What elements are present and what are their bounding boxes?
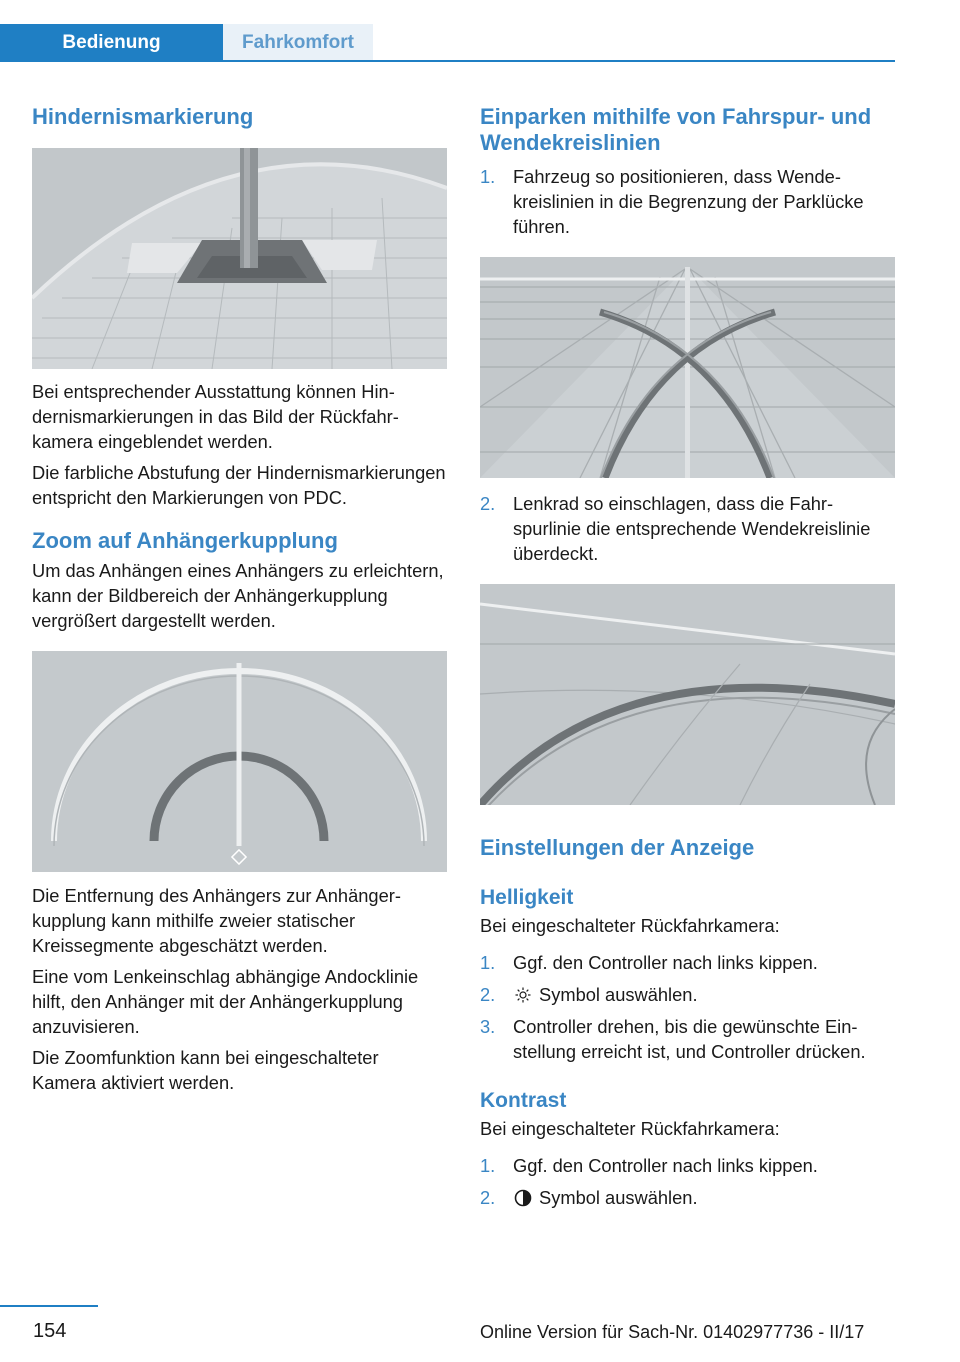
tab-fahrkomfort[interactable]: Fahrkomfort (223, 24, 373, 62)
step-number: 1. (480, 952, 496, 973)
list-item (480, 1185, 895, 1210)
para-brightness-intro: Bei eingeschalteter Rückfahrkamera: (480, 915, 780, 936)
list-parking-steps (480, 164, 895, 239)
step-text: Lenkrad so einschlagen, dass die Fahrspurlinie die entsprechende Wendekreislinie überdeckt. (513, 493, 871, 564)
brightness-icon (513, 982, 533, 1007)
para-obstacle-1: Bei entsprechender Ausstattung können Hindernismarkierungen in das Bild der Rückfahrkamera eingeblendet werden. (32, 381, 399, 452)
list-item (480, 950, 895, 975)
step-number: 1. (480, 1155, 496, 1176)
tab-bedienung[interactable]: Bedienung (0, 24, 223, 62)
figure-obstacle-marking (32, 148, 447, 369)
footer-rule (0, 1305, 98, 1307)
step-number: 2. (480, 1187, 496, 1208)
list-item (480, 491, 895, 566)
para-zoom-2: Die Entfernung des Anhängers zur Anhängerkupplung kann mithilfe zweier statischer Kreissegmente abgeschätzt werden. (32, 885, 401, 956)
step-text: Controller drehen, bis die gewünschte Einstellung erreicht ist, und Controller drücken. (513, 1016, 866, 1062)
contrast-icon (513, 1185, 533, 1210)
figure-lane-line (480, 584, 895, 805)
figure-trailer-zoom (32, 651, 447, 872)
step-number: 2. (480, 984, 496, 1005)
para-zoom-1: Um das Anhängen eines Anhängers zu erleichtern, kann der Bildbereich der Anhängerkupplung vergrößert dargestellt werden. (32, 560, 444, 631)
heading-parking: Einparken mithilfe von Fahrspur- und Wendekreislinien (480, 104, 872, 155)
list-item (480, 1014, 895, 1064)
header-tabs (0, 0, 895, 62)
para-zoom-3: Eine vom Lenkeinschlag abhängige Andocklinie hilft, den Anhänger mit der Anhängerkupplung anzuvisieren. (32, 966, 419, 1037)
step-text: Symbol auswählen. (539, 1187, 698, 1208)
step-text: Ggf. den Controller nach links kippen. (513, 1155, 818, 1176)
online-version-note: Online Version für Sach-Nr. 01402977736 - II/17 (480, 1322, 865, 1342)
list-parking-steps-2 (480, 491, 895, 566)
step-number: 2. (480, 493, 496, 514)
heading-hindernismarkierung: Hindernismarkierung (32, 104, 254, 129)
list-item (480, 1153, 895, 1178)
para-zoom-4: Die Zoomfunktion kann bei eingeschalteter Kamera aktiviert werden. (32, 1047, 379, 1093)
list-brightness-steps (480, 950, 895, 1064)
step-text: Symbol auswählen. (539, 984, 698, 1005)
header-rule (0, 60, 895, 62)
list-item (480, 164, 895, 239)
heading-brightness: Helligkeit (480, 886, 574, 909)
page-number: 154 (33, 1320, 67, 1342)
list-contrast-steps (480, 1153, 895, 1210)
heading-contrast: Kontrast (480, 1089, 567, 1112)
figure-turning-lines (480, 257, 895, 478)
heading-zoom: Zoom auf Anhängerkupplung (32, 528, 338, 553)
step-text: Fahrzeug so positionieren, dass Wendekreislinien in die Begrenzung der Parklücke führen. (513, 166, 864, 237)
left-column (32, 100, 447, 1095)
step-text: Ggf. den Controller nach links kippen. (513, 952, 818, 973)
step-number: 1. (480, 166, 496, 187)
step-number: 3. (480, 1016, 496, 1037)
para-contrast-intro: Bei eingeschalteter Rückfahrkamera: (480, 1118, 780, 1139)
para-obstacle-2: Die farbliche Abstufung der Hindernismarkierungen entspricht den Markierungen von PDC. (32, 462, 446, 508)
right-column (480, 100, 895, 1210)
list-item (480, 982, 895, 1007)
heading-display-settings: Einstellungen der Anzeige (480, 835, 755, 860)
